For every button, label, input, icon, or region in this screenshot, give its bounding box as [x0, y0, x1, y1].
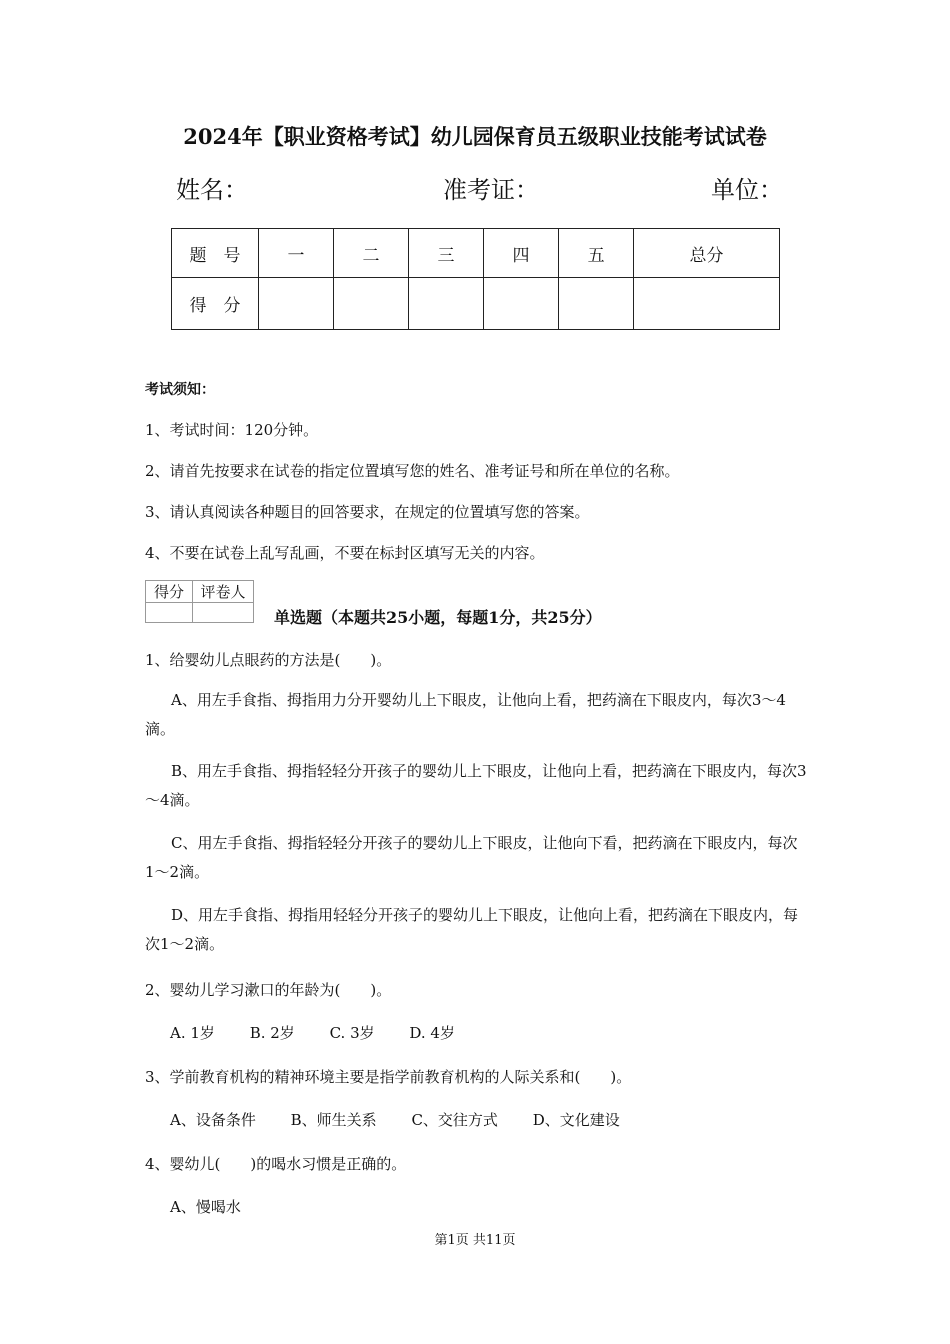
- score-header-cell: 题 号: [172, 229, 259, 278]
- score-cell: [409, 278, 484, 330]
- grader-name-cell: [193, 603, 254, 623]
- question-stem: 4、婴幼儿( )的喝水习惯是正确的。: [145, 1155, 407, 1173]
- grader-name-label: 评卷人: [193, 581, 254, 603]
- name-label: 姓名：: [176, 176, 248, 204]
- page-footer: 第1页 共11页: [434, 1233, 516, 1248]
- question-options-row: [170, 1109, 650, 1130]
- score-header-cell: 四: [484, 229, 559, 278]
- notice-item: 4、不要在试卷上乱写乱画，不要在标封区填写无关的内容。: [145, 544, 545, 562]
- grader-score-cell: [146, 603, 193, 623]
- question-stem: 3、学前教育机构的精神环境主要是指学前教育机构的人际关系和( )。: [145, 1068, 632, 1086]
- notice-item: 2、请首先按要求在试卷的指定位置填写您的姓名、准考证号和所在单位的名称。: [145, 462, 680, 480]
- score-table-score-row: [172, 278, 780, 330]
- question-option: A、用左手食指、拇指用力分开婴幼儿上下眼皮，让他向上看，把药滴在下眼皮内，每次3～4滴。: [145, 691, 786, 738]
- question-option: D. 4岁: [409, 1024, 455, 1042]
- notice-heading: 考试须知：: [145, 382, 215, 398]
- section-title: 单选题（本题共25小题，每题1分，共25分）: [274, 608, 602, 627]
- score-cell: [634, 278, 780, 330]
- question-option: D、用左手食指、拇指用轻轻分开孩子的婴幼儿上下眼皮，让他向上看，把药滴在下眼皮内，每次1～2滴。: [145, 906, 799, 953]
- exam-id-label: 准考证：: [443, 176, 539, 204]
- score-header-cell: 一: [259, 229, 334, 278]
- question-stem: 1、给婴幼儿点眼药的方法是( )。: [145, 651, 392, 669]
- question-option: C、交往方式: [411, 1111, 498, 1129]
- exam-title: 2024年【职业资格考试】幼儿园保育员五级职业技能考试试卷: [183, 124, 767, 149]
- question-option: B、用左手食指、拇指轻轻分开孩子的婴幼儿上下眼皮，让他向上看，把药滴在下眼皮内，每次3～4滴。: [145, 762, 807, 809]
- question-option: C、用左手食指、拇指轻轻分开孩子的婴幼儿上下眼皮，让他向下看，把药滴在下眼皮内，每次1～2滴。: [145, 834, 798, 881]
- grader-box: [145, 580, 254, 623]
- score-header-cell: 二: [334, 229, 409, 278]
- score-header-cell: 总分: [634, 229, 780, 278]
- question-option: B. 2岁: [249, 1024, 295, 1042]
- question-option: A. 1岁: [170, 1024, 215, 1042]
- score-header-cell: 五: [559, 229, 634, 278]
- score-table-header-row: [172, 229, 780, 278]
- notice-item: 3、请认真阅读各种题目的回答要求，在规定的位置填写您的答案。: [145, 503, 590, 521]
- question-options-row: [170, 1022, 485, 1043]
- score-row-label: 得 分: [172, 278, 259, 330]
- question-option: A、慢喝水: [170, 1198, 241, 1216]
- question-option: C. 3岁: [329, 1024, 375, 1042]
- grader-score-label: 得分: [146, 581, 193, 603]
- score-cell: [484, 278, 559, 330]
- score-table: [171, 228, 780, 330]
- question-option: A、设备条件: [170, 1111, 256, 1129]
- question-option: B、师生关系: [290, 1111, 377, 1129]
- notice-item: 1、考试时间：120分钟。: [145, 421, 319, 439]
- question-option: D、文化建设: [532, 1111, 620, 1129]
- score-cell: [259, 278, 334, 330]
- question-stem: 2、婴幼儿学习漱口的年龄为( )。: [145, 981, 392, 999]
- score-cell: [559, 278, 634, 330]
- unit-label: 单位：: [711, 176, 783, 204]
- score-header-cell: 三: [409, 229, 484, 278]
- score-cell: [334, 278, 409, 330]
